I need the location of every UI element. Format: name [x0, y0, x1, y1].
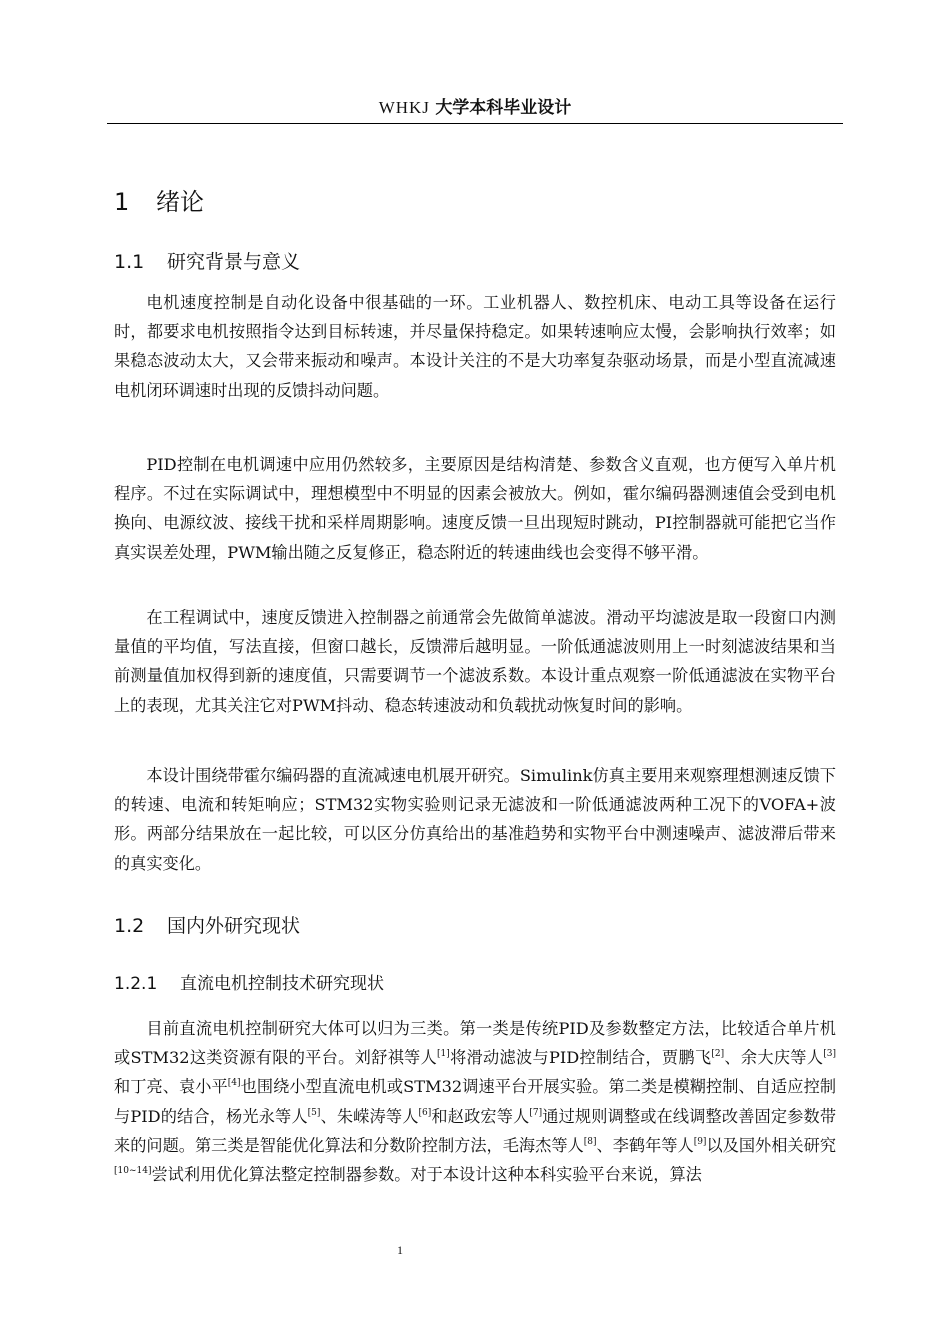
- subsection-number: 1.2.1: [114, 974, 158, 994]
- citation: [10~14]: [114, 1166, 152, 1177]
- subsection-title: 直流电机控制技术研究现状: [180, 974, 384, 994]
- body-paragraph: 本设计围绕带霍尔编码器的直流减速电机展开研究。Simulink仿真主要用来观察理想测速反馈下的转速、电流和转矩响应；STM32实物实验则记录无滤波和一阶低通滤波两种工况下的VOFA+波形。两部分结果放在一起比较，可以区分仿真给出的基准趋势和实物平台中测速噪声、滤波滞后带来的真实变化。: [114, 766, 836, 873]
- page-number: 1: [397, 1243, 403, 1257]
- citation: [6]: [418, 1107, 432, 1118]
- paragraph-text: 、朱嵘涛等人: [320, 1106, 419, 1126]
- paragraph-text: 和丁亮、袁小平: [114, 1077, 228, 1097]
- paragraph-text: 、李鹤年等人: [596, 1135, 694, 1155]
- section-number: 1.2: [114, 915, 145, 937]
- header-school-code: WHKJ: [378, 98, 430, 117]
- header-title: 大学本科毕业设计: [435, 98, 572, 118]
- subsection-heading: [114, 971, 384, 997]
- citation: [8]: [583, 1136, 597, 1147]
- section-title: 国内外研究现状: [167, 915, 301, 937]
- chapter-number: 1: [114, 188, 130, 216]
- citation: [4]: [227, 1078, 241, 1089]
- paragraph-text: 通过规则调整或在线调整改善固定参数带来的问题。第三类是智能优化算法和分数阶控制方法，毛海杰等人: [114, 1106, 837, 1155]
- body-paragraph: 在工程调试中，速度反馈进入控制器之前通常会先做简单滤波。滑动平均滤波是取一段窗口内测量值的平均值，写法直接，但窗口越长，反馈滞后越明显。一阶低通滤波则用上一时刻滤波结果和当前测量值加权得到新的速度值，只需要调节一个滤波系数。本设计重点观察一阶低通滤波在实物平台上的表现，尤其关注它对PWM抖动、稳态转速波动和负载扰动恢复时间的影响。: [114, 608, 836, 715]
- citation: [2]: [711, 1049, 725, 1060]
- paragraph-text: 将滑动滤波与PID控制结合，贾鹏飞: [449, 1048, 712, 1068]
- citation: [1]: [437, 1049, 450, 1060]
- paragraph-text: 以及国外相关研究: [706, 1135, 837, 1155]
- section-title: 研究背景与意义: [167, 251, 301, 273]
- paragraph-text: 尝试利用优化算法整定控制器参数。对于本设计这种本科实验平台来说，算法: [151, 1165, 702, 1185]
- citation: [9]: [693, 1136, 707, 1147]
- chapter-heading: [114, 184, 204, 220]
- section-heading: [114, 248, 300, 276]
- body-paragraph: 电机速度控制是自动化设备中很基础的一环。工业机器人、数控机床、电动工具等设备在运行时，都要求电机按照指令达到目标转速，并尽量保持稳定。如果转速响应太慢，会影响执行效率；如果稳态波动太大，又会带来振动和噪声。本设计关注的不是大功率复杂驱动场景，而是小型直流减速电机闭环调速时出现的反馈抖动问题。: [114, 293, 836, 400]
- section-number: 1.1: [114, 251, 145, 273]
- citation: [7]: [529, 1107, 543, 1118]
- paragraph-text: 目前直流电机控制研究大体可以归为三类。第一类是传统PID及参数整定方法，比较适合单片机或STM32这类资源有限的平台。刘舒祺等人: [114, 1019, 836, 1068]
- body-paragraph-references: [114, 1014, 836, 1189]
- paragraph-text: 也围绕小型直流电机或STM32调速平台开展实验。第二类是模糊控制、自适应控制与PID的结合，杨光永等人: [114, 1077, 837, 1126]
- chapter-title: 绪论: [156, 188, 204, 216]
- citation: [3]: [823, 1049, 837, 1060]
- section-heading: [114, 912, 300, 940]
- body-paragraph: PID控制在电机调速中应用仍然较多，主要原因是结构清楚、参数含义直观，也方便写入单片机程序。不过在实际调试中，理想模型中不明显的因素会被放大。例如，霍尔编码器测速值会受到电机换向、电源纹波、接线干扰和采样周期影响。速度反馈一旦出现短时跳动，PI控制器就可能把它当作真实误差处理，PWM输出随之反复修正，稳态附近的转速曲线也会变得不够平滑。: [114, 455, 836, 562]
- paragraph-text: 和赵政宏等人: [431, 1106, 530, 1126]
- header-divider: [107, 123, 843, 124]
- paragraph-text: 、余大庆等人: [724, 1048, 824, 1068]
- citation: [5]: [307, 1107, 321, 1118]
- page-header: [107, 96, 843, 124]
